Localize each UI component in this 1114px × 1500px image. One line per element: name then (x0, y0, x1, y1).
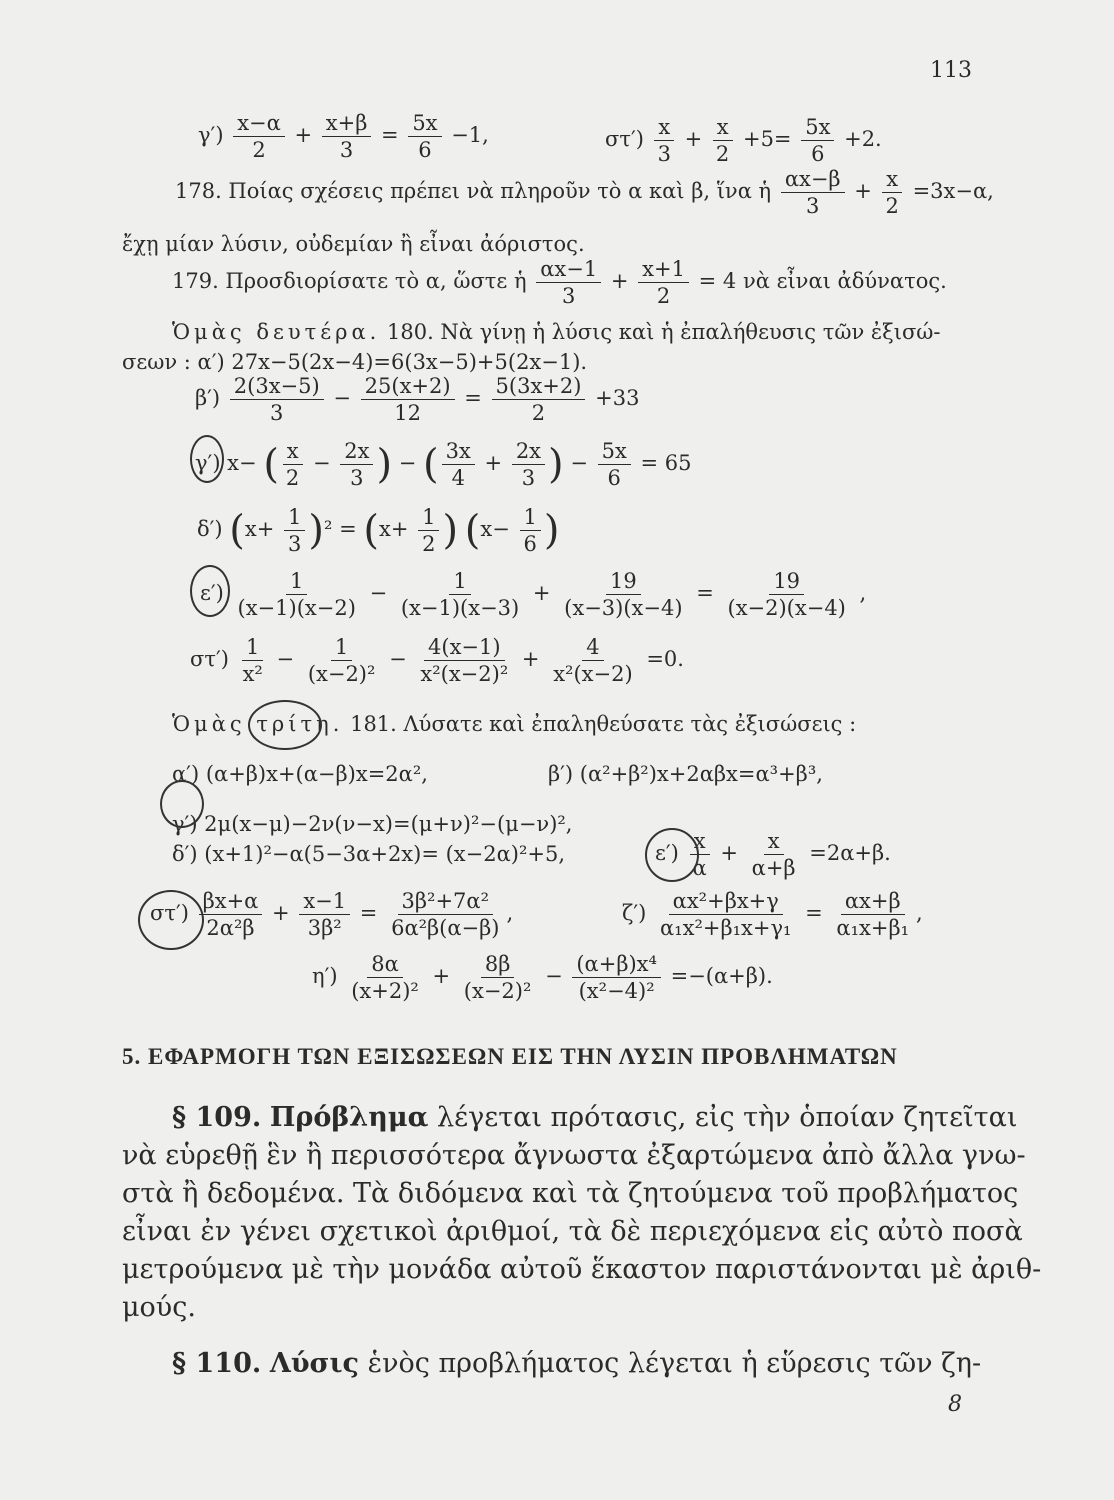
paragraph-109-line-4: εἶναι ἐν γένει σχετικοὶ ἀριθμοί, τὰ δὲ περιεχόμενα εἰς αὐτὸ ποσὰ (122, 1216, 1023, 1247)
exercise-178-cont: ἔχῃ μίαν λύσιν, οὐδεμίαν ἢ εἶναι ἀόριστος. (122, 232, 585, 256)
pencil-circle-mark (248, 700, 322, 750)
exercise-179-render: 179. Προσδιορίσατε τὸ α, ὥστε ἡ $\frac{\alpha x-1}{3}$ + $\frac{x+1}{2}$ = 4 νὰ εἶναι ἀδύνατος. (172, 257, 947, 309)
exercise-181: 181. Λύσατε καὶ ἐπαληθεύσατε τὰς ἐξισώσεις : (350, 712, 857, 736)
pencil-circle-mark (160, 780, 204, 828)
paragraph-110-term: Λύσις (269, 1348, 359, 1379)
eq181-h-render: η′) $\frac{8\alpha}{\text{(x+2)²}}$ + $\frac{8\beta}{\text{(x−2)²}}$ − $\frac{\text{(α+β)x⁴}}{\text{(x²−4)²}}$ =−(α+β). (312, 952, 773, 1004)
eq180-g-render: γ′) x− ( $\frac{x}{2}$ − $\frac{2x}{3}$ ) − ( $\frac{3x}{4}$ + $\frac{2x}{3}$ ) − $\frac{5x}{6}$ = 65 (195, 439, 692, 491)
section-heading: 5. ΕΦΑΡΜΟΓΗ ΤΩΝ ΕΞΙΣΩΣΕΩΝ ΕΙΣ ΤΗΝ ΛΥΣΙΝ ΠΡΟΒΛΗΜΑΤΩΝ (122, 1044, 898, 1069)
signature-mark: 8 (948, 1392, 962, 1417)
page-number: 113 (930, 58, 972, 83)
eq181-st-render: στ′) $\frac{\beta x+\alpha}{\text{2α²β}}$ + $\frac{x-1}{\text{3β²}}$ = $\frac{\text{3β²+7α²}}{\text{6α²β(α−β)}}$ , (150, 889, 514, 941)
eq180-e-render: ε′) $\frac{1}{(x-1)(x-2)}$ − $\frac{1}{(x-1)(x-3)}$ + $\frac{19}{(x-3)(x-4)}$ = $\frac{19}{(x-2)(x-4)}$ , (200, 569, 867, 621)
group-3-label: Ὁμὰς τρίτη. (172, 712, 344, 736)
pencil-circle-mark (190, 435, 224, 483)
paragraph-109-line-2: νὰ εὑρεθῇ ἓν ἢ περισσότερα ἄγνωστα ἐξαρτώμενα ἀπὸ ἄλλα γνω- (122, 1140, 1026, 1171)
paragraph-110-number: § 110. (172, 1348, 262, 1379)
paragraph-109-text-1: λέγεται πρότασις, εἰς τὴν ὁποίαν ζητεῖται (436, 1102, 1018, 1133)
paragraph-109-line-5: μετρούμενα μὲ τὴν μονάδα αὐτοῦ ἕκαστον παριστάνονται μὲ ἀριθ- (122, 1254, 1042, 1285)
paragraph-109-line-1 (172, 1100, 1017, 1136)
paragraph-110-text: ἑνὸς προβλήματος λέγεται ἡ εὕρεσις τῶν ζη- (367, 1348, 982, 1379)
eq181-g: γ′) 2μ(x−μ)−2ν(ν−x)=(μ+ν)²−(μ−ν)², (172, 812, 573, 836)
eq180-d-render: δ′) (x+ $\frac{1}{3}$ )² = (x+ $\frac{1}{2}$ ) (x− $\frac{1}{6}$ ) (197, 505, 560, 557)
eq181-d: δ′) (x+1)²−α(5−3α+2x)= (x−2α)²+5, (172, 842, 566, 866)
equation-st-render: στ′) $\frac{x}{3}$ + $\frac{x}{2}$ +5= $\frac{5x}{6}$ +2. (605, 115, 882, 167)
eq181-b: β′) (α²+β²)x+2αβx=α³+β³, (548, 762, 823, 786)
group-2-line (172, 320, 941, 344)
paragraph-109-term: Πρόβλημα (269, 1102, 429, 1133)
paragraph-109-number: § 109. (172, 1102, 262, 1133)
exercise-180: 180. Νὰ γίνῃ ἡ λύσις καὶ ἡ ἐπαλήθευσις τῶν ἐξισώ- (387, 320, 941, 344)
pencil-circle-mark (645, 828, 699, 882)
group-2-label: Ὁμὰς δευτέρα. (172, 320, 381, 344)
exercise-178-render: 178. Ποίας σχέσεις πρέπει νὰ πληροῦν τὸ α καὶ β, ἵνα ἡ $\frac{\alpha x-\beta}{3}$ + $\frac{x}{2}$ =3x−α, (175, 167, 994, 219)
paragraph-110-line-1 (172, 1346, 981, 1382)
pencil-circle-mark (138, 890, 204, 950)
pencil-circle-mark (190, 565, 230, 617)
eq181-e-render: ε′) $\frac{x}{\alpha}$ + $\frac{x}{\alpha+\beta}$ =2α+β. (655, 829, 891, 881)
exercise-180-cont: σεων : α′) 27x−5(2x−4)=6(3x−5)+5(2x−1). (122, 350, 588, 374)
eq180-st-render: στ′) $\frac{1}{\text{x²}}$ − $\frac{1}{\text{(x−2)²}}$ − $\frac{4(x-1)}{\text{x²(x−2)²}}$ + $\frac{4}{\text{x²(x−2)}}$ =0. (190, 635, 684, 687)
paragraph-109-line-6: μούς. (122, 1292, 196, 1323)
eq181-z-render: ζ′) $\frac{\text{αx²+βx+γ}}{\text{α₁x²+β₁x+γ₁}}$ = $\frac{\alpha x+\beta}{\text{α₁x+β₁}}$ , (622, 889, 923, 941)
paragraph-109-line-3: στὰ ἢ δεδομένα. Τὰ διδόμενα καὶ τὰ ζητούμενα τοῦ προβλήματος (122, 1178, 1019, 1209)
eq181-a: α′) (α+β)x+(α−β)x=2α², (172, 762, 428, 786)
equation-gamma-render: γ′) $\frac{x-\alpha}{2}$ + $\frac{x+\beta}{3}$ = $\frac{5x}{6}$ −1, (198, 111, 489, 163)
eq180-b-render: β′) $\frac{2(3x-5)}{3}$ − $\frac{25(x+2)}{12}$ = $\frac{5(3x+2)}{2}$ +33 (195, 374, 640, 426)
